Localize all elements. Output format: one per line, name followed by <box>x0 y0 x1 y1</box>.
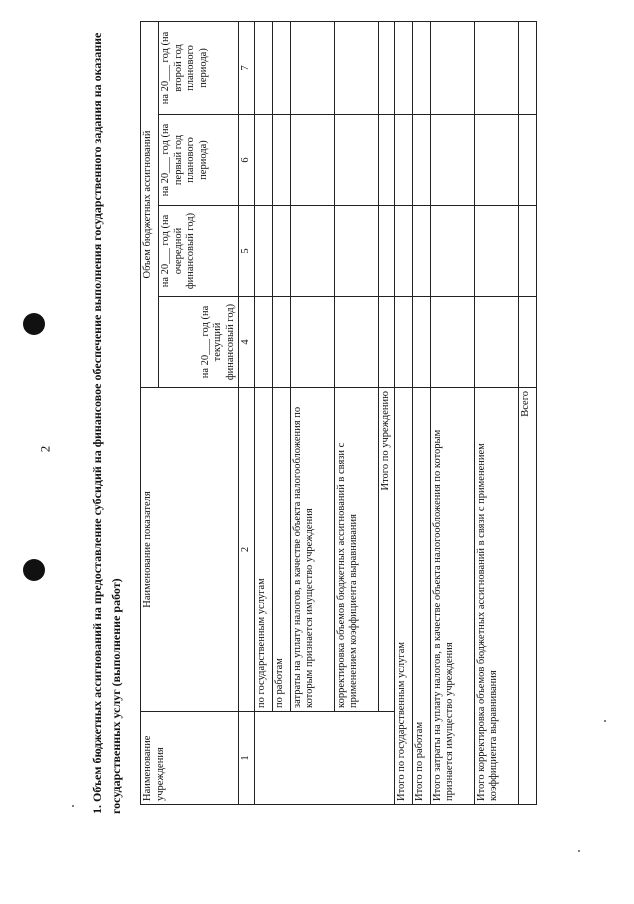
col-number: 7 <box>239 21 255 114</box>
header-indicator-name: Наименование показателя <box>141 388 239 712</box>
row-works: по работам <box>272 388 290 712</box>
col-number: 6 <box>239 115 255 206</box>
col-number: 4 <box>239 297 255 388</box>
header-current-year: на 20___ год (на текущий финансовый год) <box>159 297 239 388</box>
header-planning-year-1: на 20___ год (на первый год планового периода) <box>159 115 239 206</box>
row-services: по государственным услугам <box>254 388 272 712</box>
row-works-total: Итого по работам <box>412 388 430 805</box>
header-planning-year-2: на 20___ год (на второй год планового периода) <box>159 21 239 114</box>
row-services-total: Итого по государственным услугам <box>394 388 412 805</box>
institution-cell <box>254 712 394 805</box>
header-budget-volume: Объем бюджетных ассигнований <box>141 21 159 387</box>
header-institution-name: Наименование учреждения <box>141 712 239 805</box>
col-number: 2 <box>239 388 255 712</box>
col-number: 1 <box>239 712 255 805</box>
col-number: 5 <box>239 206 255 297</box>
header-next-year: на 20___ год (на очередной финансовый год) <box>159 206 239 297</box>
row-institution-total: Итого по учреждению <box>378 388 394 712</box>
row-grand-total: Всего <box>518 388 536 805</box>
page-number: 2 <box>37 445 53 453</box>
row-taxes: затраты на уплату налогов, в качестве объекта налогообложения по которым признается имущество учреждения <box>290 388 334 712</box>
section-heading: 1. Объем бюджетных ассигнований на предоставление субсидий на финансовое обеспечение выполнения государственного задания на оказание государственных услуг (выполнение работ) <box>90 32 123 814</box>
row-correction: корректировка объемов бюджетных ассигнований в связи с применением коэффициента выравнивания <box>334 388 378 712</box>
row-taxes-total: Итого затраты на уплату налогов, в качестве объекта налогообложения по которым признается имущество учреждения <box>430 388 474 805</box>
row-correction-total: Итого корректировка объемов бюджетных ассигнований в связи с применением коэффициента выравнивания <box>474 388 518 805</box>
budget-allocations-table <box>140 21 537 805</box>
